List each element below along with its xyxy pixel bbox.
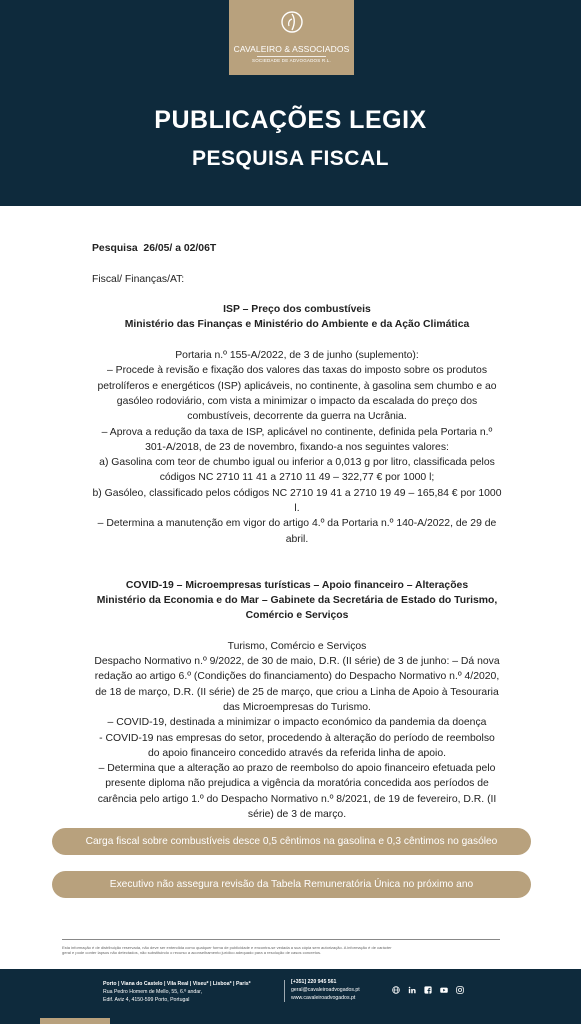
disclaimer (62, 945, 502, 955)
logo[interactable] (229, 0, 354, 75)
logo-name: CAVALEIRO & ASSOCIADOS (233, 44, 350, 54)
section-line: – Determina a manutenção em vigor do artigo 4.º da Portaria n.º 140-A/2022, de 29 de (97, 518, 497, 530)
disclaimer-line: geral e pode conter lapsos não detectados, não substituindo o recurso a aconselhamento jurídico adequado para a resolução de casos concretos. (62, 950, 322, 955)
section-line: – Aprova a redução da taxa de ISP, aplicável no continente, definida pela Portaria n.º (101, 426, 493, 438)
section-line: combustíveis, decorrente da guerra na Ucrânia. (187, 411, 407, 423)
section-line: Turismo, Comércio e Serviços (227, 640, 367, 652)
footer-accent-bar (40, 1018, 110, 1024)
section-line: do apoio financeiro concedido através da referida linha de apoio. (147, 747, 447, 759)
section-line: 301-A/2018, de 23 de novembro, fixando-a nos seguintes valores: (145, 441, 449, 453)
newsletter-body (92, 241, 502, 822)
footer-cities: Porto | Viana do Castelo | Vila Real | Viseu* | Lisboa* | Paris* (103, 981, 251, 987)
logo-divider (257, 56, 326, 57)
facebook-icon[interactable] (424, 986, 432, 994)
section-line: – COVID-19, destinada a minimizar o impacto económico da pandemia da doença (107, 717, 487, 729)
logo-mark-icon (280, 10, 304, 34)
footer-address (103, 980, 251, 1004)
section-line: – Determina que a alteração ao prazo de reembolso do apoio financeiro efetuada pelo (98, 763, 496, 775)
section-isp (92, 302, 502, 547)
footer-address-line: Rua Pedro Homem de Mello, 55, 6.º andar, (103, 989, 203, 995)
section-title: COVID-19 – Microempresas turísticas – Apoio financeiro – Alterações (125, 579, 469, 591)
instagram-icon[interactable] (456, 986, 464, 994)
search-label: Pesquisa (92, 243, 138, 254)
section-line: – Procede à revisão e fixação dos valores das taxas do imposto sobre os produtos (106, 365, 488, 377)
page-subtitle: PESQUISA FISCAL (192, 147, 389, 170)
news-link-salary-table[interactable]: Executivo não assegura revisão da Tabela Remuneratória Única no próximo ano (52, 871, 531, 898)
section-line: - COVID-19 nas empresas do setor, procedendo à alteração do período de reembolso (99, 732, 495, 744)
footer-website[interactable]: www.cavaleiroadvogados.pt (291, 995, 356, 1001)
disclaimer-divider (62, 939, 500, 940)
news-link-fuel-tax[interactable]: Carga fiscal sobre combustíveis desce 0,5 cêntimos na gasolina e 0,3 cêntimos no gasóleo (52, 828, 531, 855)
section-covid (92, 578, 502, 823)
footer-address-line: Edif. Aviz 4, 4150-599 Porto, Portugal (103, 997, 190, 1003)
linkedin-icon[interactable] (408, 986, 416, 994)
section-ministry: Ministério das Finanças e Ministério do Ambiente e da Ação Climática (124, 319, 470, 331)
footer (0, 969, 581, 1024)
section-line: Portaria n.º 155-A/2022, de 3 de junho (suplemento): (175, 350, 419, 362)
section-line: petrolíferos e energéticos (ISP) aplicáveis, no continente, à gasolina sem chumbo e ao (97, 380, 497, 392)
section-line: presente diploma não prejudica a vigência da moratória concedida aos períodos de (105, 778, 489, 790)
footer-phone[interactable]: [+351] 220 945 561 (291, 979, 337, 985)
section-title: ISP – Preço dos combustíveis (223, 304, 371, 316)
section-line: Despacho Normativo n.º 9/2022, de 30 de maio, D.R. (II série) de 3 de junho: – Dá nova (94, 656, 500, 668)
section-line: gasóleo rodoviário, com vista a minimizar o impacto da escalada do preço dos (116, 395, 478, 407)
footer-separator (284, 980, 285, 1002)
section-ministry: Ministério da Economia e do Mar – Gabinete da Secretária de Estado do Turismo, (96, 594, 498, 606)
search-range: 26/05/ a 02/06T (143, 243, 217, 254)
section-line: série) de 3 de março. (247, 808, 347, 820)
disclaimer-line: Esta informação é de distribuição reservada, não deve ser entendida como qualquer forma de publicidade e encontra-se vedada a sua cópia sem autorização. A informação é de carácter (62, 945, 392, 950)
section-line: códigos NC 2710 11 41 a 2710 11 49 – 322,77 € por 1000 l; (159, 472, 435, 484)
footer-email[interactable]: geral@cavaleiroadvogados.pt (291, 987, 360, 993)
header-banner (0, 0, 581, 206)
page-title: PUBLICAÇÕES LEGIX (154, 106, 427, 134)
search-period (92, 241, 502, 256)
section-line: abril. (285, 533, 309, 545)
logo-subtitle: SOCIEDADE DE ADVOGADOS R.L. (252, 58, 331, 63)
section-ministry: Comércio e Serviços (245, 610, 349, 622)
section-line: das Microempresas do Turismo. (223, 701, 371, 713)
globe-icon[interactable] (392, 986, 400, 994)
section-line: a) Gasolina com teor de chumbo igual ou inferior a 0,013 g por litro, classificada pelos (99, 457, 495, 469)
section-line: de 18 de março, D.R. (II série) de 25 de março, que criou a Linha de Apoio à Tesouraria (95, 686, 499, 698)
section-line: b) Gasóleo, classificado pelos códigos NC 2710 19 41 a 2710 19 49 – 165,84 € por 1000 l. (92, 487, 502, 515)
youtube-icon[interactable] (440, 986, 448, 994)
footer-contact (291, 978, 360, 1002)
section-line: carência pelo artigo 1.º do Despacho Normativo n.º 8/2021, de 19 de fevereiro, D.R. (II (97, 793, 497, 805)
section-line: redação ao artigo 6.º (Condições do financiamento) do Despacho Normativo n.º 4/2020, (94, 671, 500, 683)
category-label: Fiscal/ Finanças/AT: (92, 273, 185, 285)
social-links (392, 986, 464, 994)
